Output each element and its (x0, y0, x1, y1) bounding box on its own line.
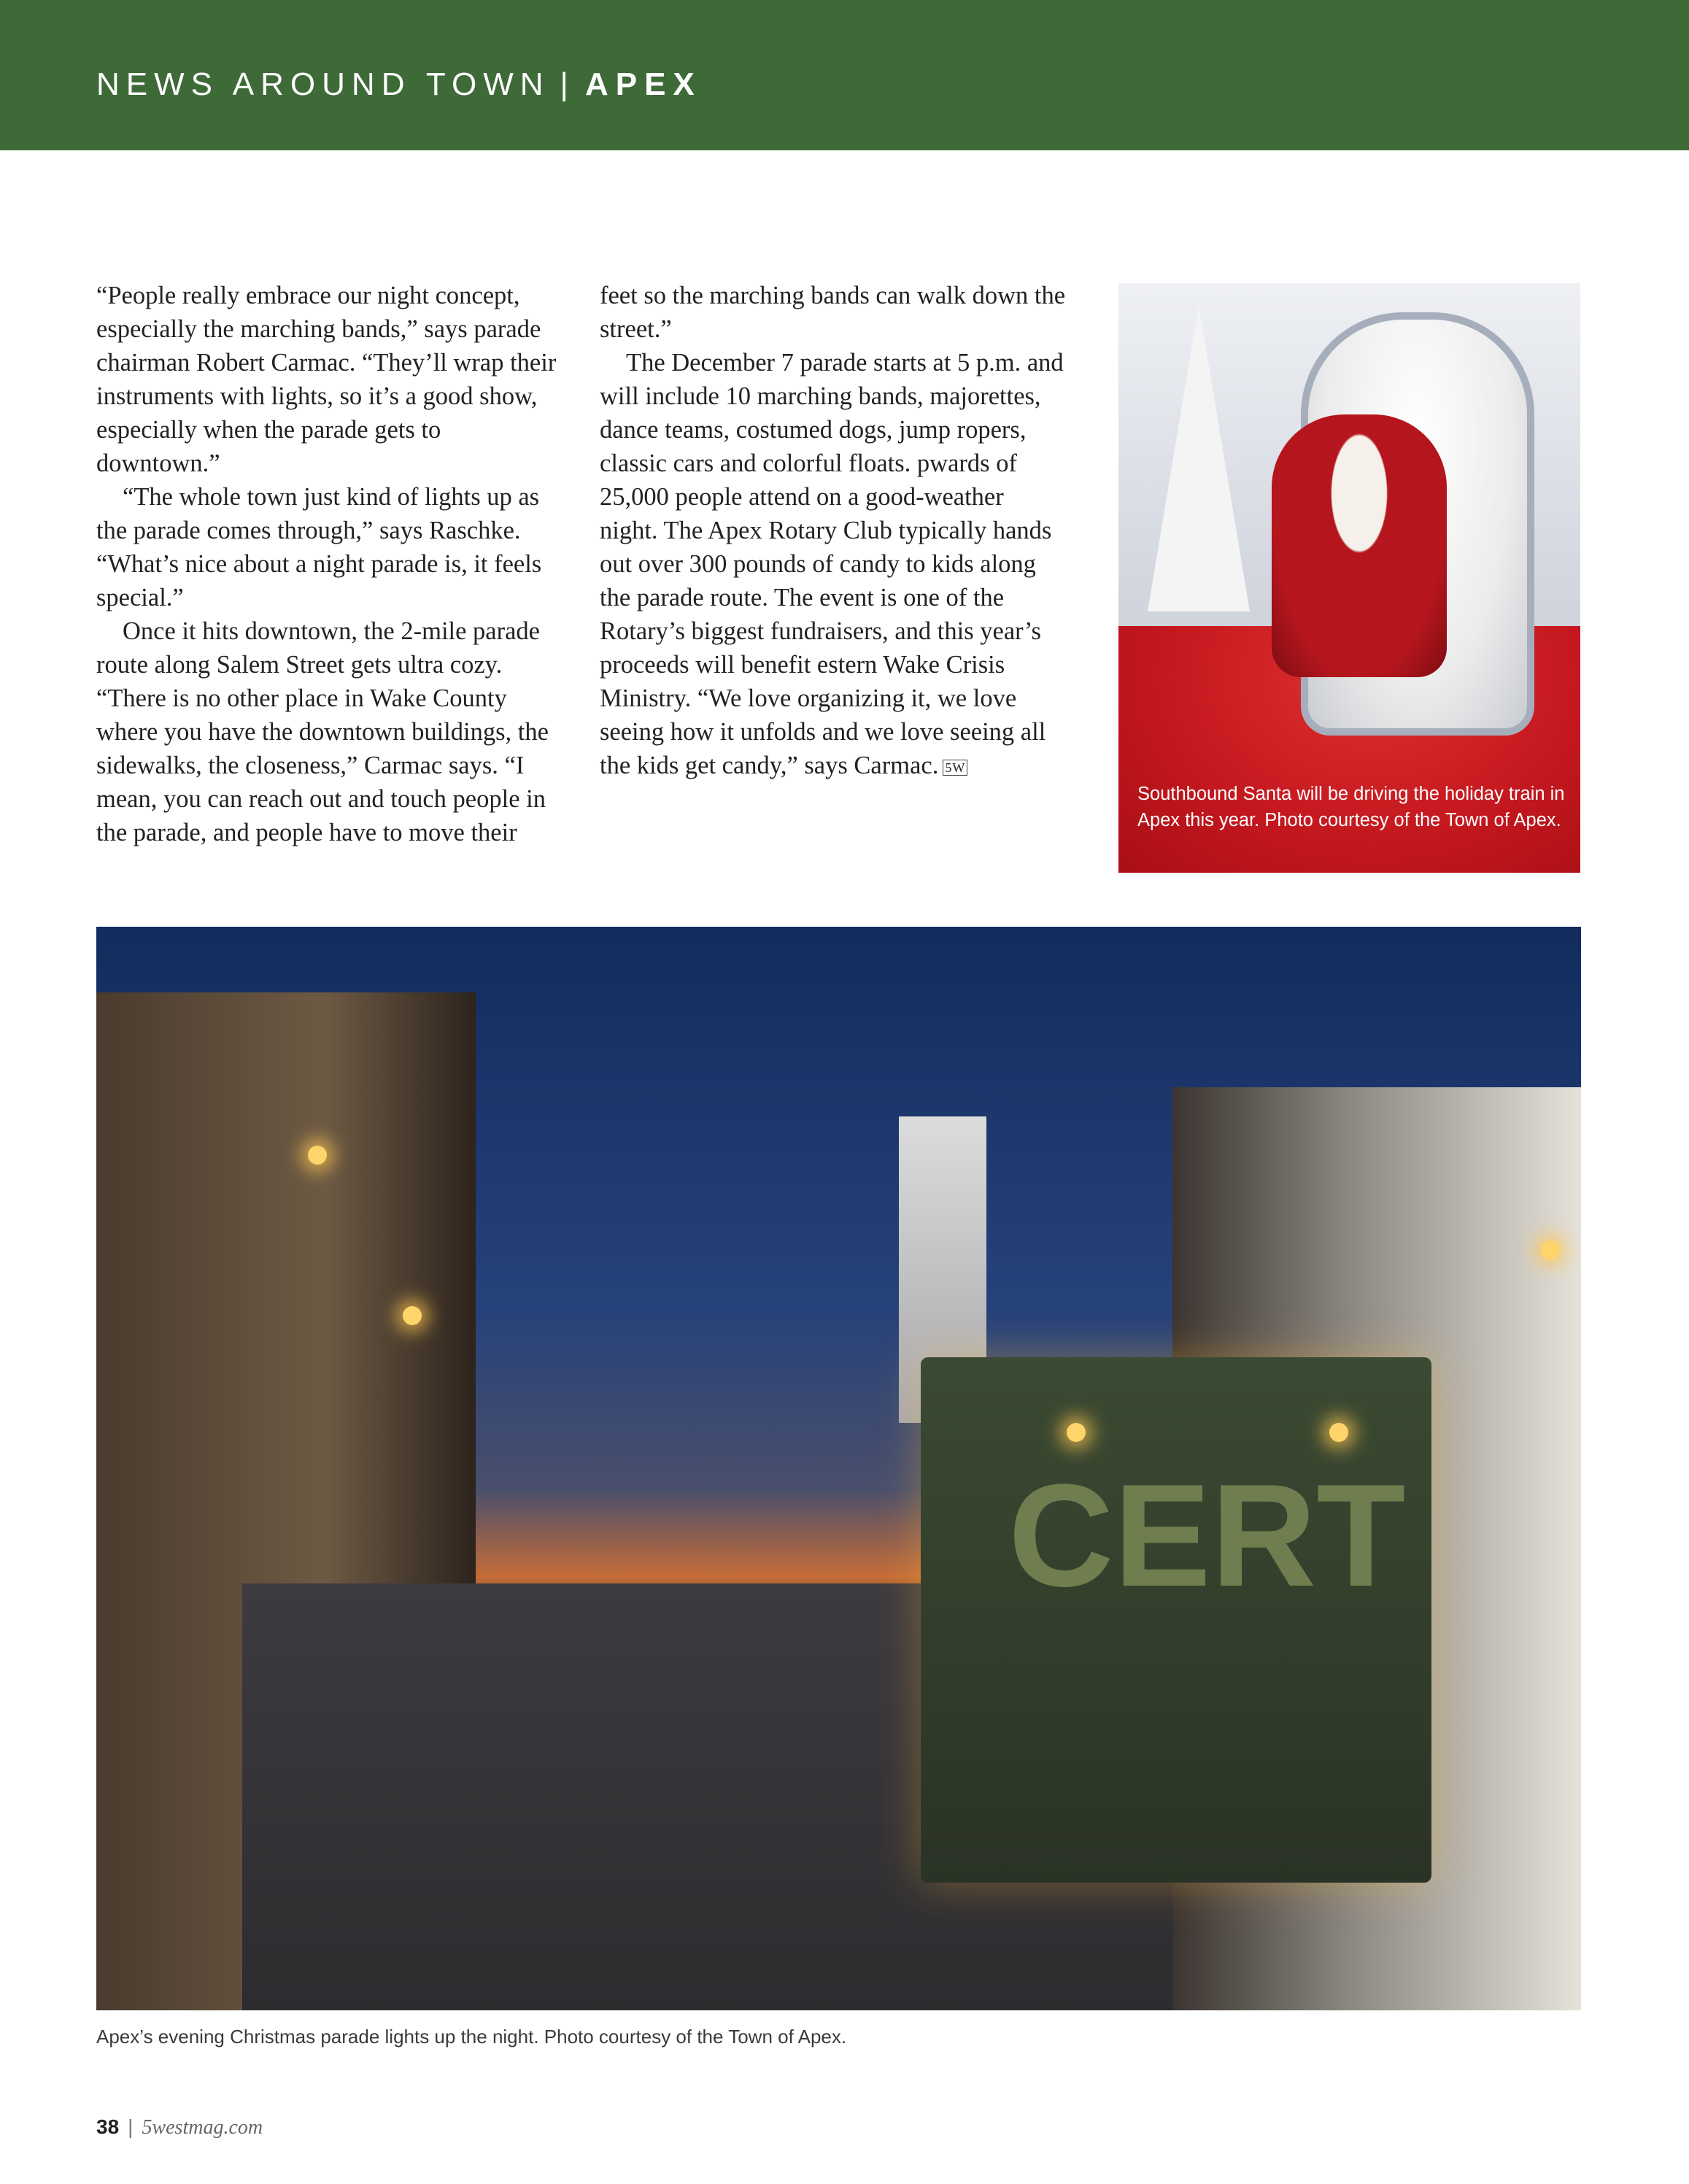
town-name: APEX (584, 66, 702, 102)
article-column-2 (600, 279, 1067, 784)
page-number: 38 (96, 2115, 120, 2138)
end-mark-icon: 5W (943, 760, 967, 776)
truck-light (1329, 1423, 1348, 1442)
site-url: 5westmag.com (142, 2116, 263, 2139)
street-light (308, 1146, 327, 1165)
truck-lettering: CERT (1008, 1454, 1406, 1617)
paragraph-text: The December 7 parade starts at 5 p.m. and will include 10 marching bands, majorettes, dance teams, costumed dogs, jump ropers, classic cars and colorful floats. pwards of 25,000 people attend on a good-weather night. The Apex Rotary Club typically hands out over 300 pounds of candy to kids along the parade route. The event is one of the Rotary’s biggest fundraisers, and this year’s proceeds will benefit estern Wake Crisis Ministry. “We love organizing it, we love seeing how it unfolds and we love seeing all the kids get candy,” says Carmac. (600, 349, 1064, 779)
page-footer (96, 2114, 263, 2141)
santa-photo (1118, 283, 1580, 873)
street-light (403, 1306, 422, 1325)
paragraph: “People really embrace our night concept, especially the marching bands,” says parade chairman Robert Carmac. “They’ll wrap their instruments with lights, so it’s a good show, especially when the parade gets to downtown.” (96, 282, 557, 477)
white-christmas-tree (1148, 305, 1250, 611)
cert-truck (921, 1357, 1431, 1883)
footer-separator: | (128, 2115, 134, 2138)
section-name: NEWS AROUND TOWN (96, 66, 550, 102)
section-title (96, 64, 702, 105)
paragraph: “The whole town just kind of lights up as the parade comes through,” says Raschke. “What’s nice about a night parade is, it feels special.” (96, 483, 542, 611)
paragraph: Once it hits downtown, the 2-mile parade route along Salem Street gets ultra cozy. “There is no other place in Wake County where you have the downtown buildings, the sidewalks, the closeness,” Carmac says. “I mean, you can reach out and touch people in the parade, and people have to move their (96, 617, 549, 846)
santa-figure (1272, 414, 1447, 677)
truck-light (1067, 1423, 1086, 1442)
street-light (1541, 1240, 1560, 1259)
paragraph: feet so the marching bands can walk down the street.” (600, 282, 1066, 343)
section-header (0, 0, 1689, 150)
parade-photo-caption: Apex’s evening Christmas parade lights up the night. Photo courtesy of the Town of Apex. (96, 2026, 847, 2048)
header-separator: | (560, 66, 575, 102)
paragraph (600, 346, 1067, 784)
santa-photo-caption: Southbound Santa will be driving the holiday train in Apex this year. Photo courtesy of the Town of Apex. (1137, 784, 1565, 830)
parade-photo (96, 927, 1581, 2010)
article-column-1 (96, 279, 563, 849)
